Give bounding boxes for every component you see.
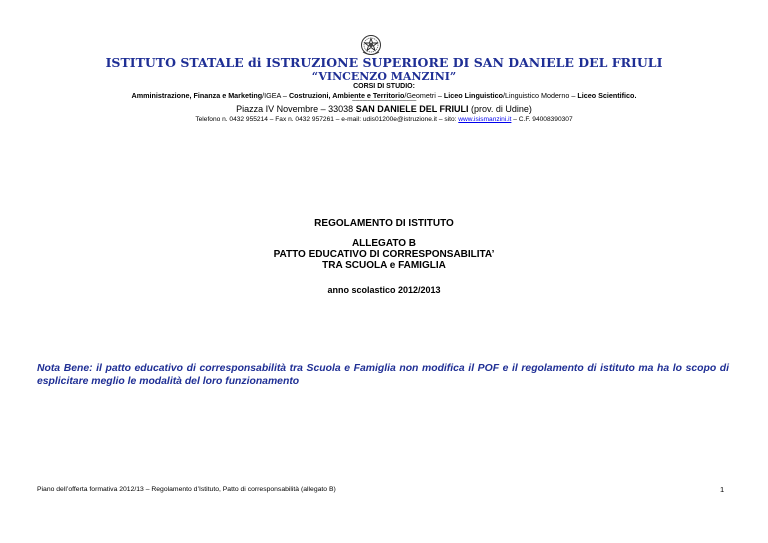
title-patto: PATTO EDUCATIVO DI CORRESPONSABILITA’: [273, 249, 495, 260]
school-name: ISTITUTO STATALE di ISTRUZIONE SUPERIORE DI SAN DANIELE DEL FRIULI: [105, 55, 663, 70]
contacts-prefix: Telefono n. 0432 955214 – Fax n. 0432 957261 – e-mail: udis01200e@istruzione.it – sito:: [195, 116, 459, 123]
title-allegato: ALLEGATO B: [351, 238, 417, 249]
course-linguistico-old: /Linguistico Moderno –: [503, 91, 578, 100]
title-anno: anno scolastico 2012/2013: [327, 285, 441, 295]
contacts-suffix: – C.F. 94008390307: [511, 116, 573, 123]
address-suffix: (prov. di Udine): [468, 104, 532, 114]
title-tra: TRA SCUOLA e FAMIGLIA: [322, 260, 446, 271]
course-cat-old: /Geometri –: [404, 91, 444, 100]
school-contacts: [0, 116, 768, 123]
course-cat: Costruzioni, Ambiente e Territorio: [288, 91, 405, 100]
course-linguistico: Liceo Linguistico: [443, 91, 503, 100]
course-scientifico: Liceo Scientifico.: [577, 91, 637, 100]
course-afm: Amministrazione, Finanza e Marketing: [131, 91, 263, 100]
italian-republic-emblem-icon: [360, 33, 382, 57]
nota-line-1: Nota Bene: il patto educativo di corresponsabilità tra Scuola e Famiglia non modifica il POF e il regolamento di istituto ma ha lo scopo di: [37, 363, 729, 374]
nota-bene-paragraph: [37, 362, 729, 388]
school-subname: “VINCENZO MANZINI”: [311, 70, 457, 83]
page-number: 1: [720, 485, 725, 494]
address-city: SAN DANIELE DEL FRIULI: [355, 104, 469, 114]
school-address: [0, 104, 768, 114]
title-regolamento: REGOLAMENTO DI ISTITUTO: [314, 218, 454, 229]
nota-line-2: esplicitare meglio le modalità del loro funzionamento: [37, 376, 300, 387]
header-separator: -------------------------------------------------------: [351, 98, 417, 104]
course-afm-old: /IGEA –: [262, 91, 289, 100]
address-prefix: Piazza IV Novembre – 33038: [236, 104, 356, 114]
page-footer: Piano dell’offerta formativa 2012/13 – Regolamento d’Istituto, Patto di corresponsabilità (allegato B): [37, 486, 336, 493]
corsi-label: CORSI DI STUDIO:: [353, 83, 415, 90]
website-link[interactable]: www.isismanzini.it: [458, 116, 512, 123]
